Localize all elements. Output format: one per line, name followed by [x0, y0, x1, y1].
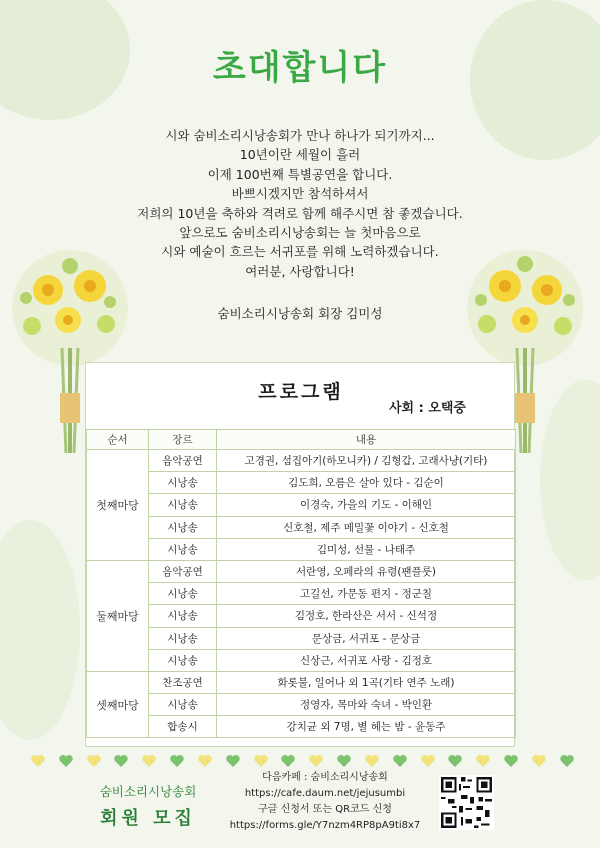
content-cell: 강치균 외 7명, 별 헤는 밤 - 윤동주 — [217, 716, 516, 738]
section-label: 셋째마당 — [87, 671, 149, 738]
column-header-order: 순서 — [87, 430, 149, 450]
content-cell: 신호철, 제주 메밀꽃 이야기 - 신호철 — [217, 516, 516, 538]
content-cell: 화롯불, 일어나 외 1곡(기타 연주 노래) — [217, 671, 516, 693]
content-cell: 김미성, 선물 - 나태주 — [217, 538, 516, 560]
message-line: 이제 100번째 특별공연을 합니다. — [207, 166, 393, 182]
heart-icon — [364, 753, 380, 769]
content-cell: 고길선, 가문동 편지 - 정군칠 — [217, 583, 516, 605]
club-name: 숨비소리시낭송회 — [99, 784, 197, 799]
section-label: 첫째마당 — [87, 450, 149, 561]
program-title: 프로그램 — [258, 381, 344, 403]
message-line: 시와 예술이 흐르는 서귀포를 위해 노력하겠습니다. — [161, 244, 439, 260]
heart-icon — [169, 753, 185, 769]
message-line: 여러분, 사랑합니다! — [245, 263, 355, 279]
cafe-label: 다음카페 : 숨비소리시낭송회 — [262, 772, 388, 783]
table-row — [87, 450, 516, 472]
heart-icon — [475, 753, 491, 769]
table-row — [87, 649, 516, 671]
table-row — [87, 538, 516, 560]
invitation-message — [90, 126, 510, 281]
content-cell: 김도희, 오름은 살아 있다 - 김순이 — [217, 472, 516, 494]
content-cell: 이경숙, 가을의 기도 - 이해인 — [217, 494, 516, 516]
genre-cell: 시낭송 — [149, 538, 217, 560]
content-cell: 김정호, 한라산은 서서 - 신석정 — [217, 605, 516, 627]
heart-icon — [225, 753, 241, 769]
content-cell: 고경권, 섬집아기(하모니카) / 김형갑, 고래사냥(기타) — [217, 450, 516, 472]
section-label: 둘째마당 — [87, 560, 149, 671]
page-title: 초대합니다 — [212, 48, 388, 88]
content-cell: 신상근, 서귀포 사랑 - 김정호 — [217, 649, 516, 671]
content-cell: 서란영, 오페라의 유령(팬플룻) — [217, 560, 516, 582]
host-label: 사회 : 오택중 — [388, 401, 466, 416]
heart-icon — [280, 753, 296, 769]
heart-icon — [30, 753, 46, 769]
heart-decoration-row — [30, 753, 575, 771]
message-line: 저희의 10년을 축하와 격려로 함께 해주시면 참 좋겠습니다. — [137, 205, 463, 221]
column-header-content: 내용 — [217, 430, 516, 450]
genre-cell: 시낭송 — [149, 649, 217, 671]
content-cell: 정영자, 목마와 숙녀 - 박인환 — [217, 694, 516, 716]
signature: 숨비소리시낭송회 회장 김미성 — [217, 306, 383, 321]
table-row — [87, 716, 516, 738]
column-header-genre: 장르 — [149, 430, 217, 450]
table-row — [87, 671, 516, 693]
form-link[interactable]: https://forms.gle/Y7nzm4RP8pA9ti8x7 — [229, 820, 421, 831]
genre-cell: 음악공연 — [149, 450, 217, 472]
table-row — [87, 472, 516, 494]
content-cell: 문상금, 서귀포 - 문상금 — [217, 627, 516, 649]
heart-icon — [503, 753, 519, 769]
heart-icon — [420, 753, 436, 769]
cafe-link[interactable]: https://cafe.daum.net/jejusumbi — [244, 788, 406, 799]
form-label: 구글 신청서 또는 QR코드 신청 — [258, 804, 392, 815]
genre-cell: 찬조공연 — [149, 671, 217, 693]
message-line: 바쁘시겠지만 참석하셔서 — [231, 186, 369, 202]
message-line: 앞으로도 숨비소리시낭송회는 늘 첫마음으로 — [179, 225, 421, 241]
program-table — [86, 429, 516, 738]
genre-cell: 시낭송 — [149, 494, 217, 516]
program-card — [85, 362, 515, 747]
heart-icon — [197, 753, 213, 769]
genre-cell: 합송시 — [149, 716, 217, 738]
table-row — [87, 627, 516, 649]
table-row — [87, 694, 516, 716]
genre-cell: 시낭송 — [149, 694, 217, 716]
member-recruitment — [78, 782, 218, 830]
recruitment-heading: 회원 모집 — [100, 808, 196, 829]
genre-cell: 음악공연 — [149, 560, 217, 582]
heart-icon — [559, 753, 575, 769]
heart-icon — [447, 753, 463, 769]
message-line: 시와 숨비소리시낭송회가 만나 하나가 되기까지... — [165, 128, 435, 143]
heart-icon — [86, 753, 102, 769]
table-row — [87, 560, 516, 582]
table-row — [87, 583, 516, 605]
genre-cell: 시낭송 — [149, 583, 217, 605]
genre-cell: 시낭송 — [149, 627, 217, 649]
genre-cell: 시낭송 — [149, 605, 217, 627]
heart-icon — [253, 753, 269, 769]
heart-icon — [531, 753, 547, 769]
heart-icon — [308, 753, 324, 769]
background-leaf — [0, 520, 80, 740]
contact-links — [200, 770, 450, 834]
message-line: 10년이란 세월이 흘러 — [239, 147, 361, 163]
heart-icon — [141, 753, 157, 769]
table-row — [87, 516, 516, 538]
heart-icon — [336, 753, 352, 769]
table-row — [87, 605, 516, 627]
genre-cell: 시낭송 — [149, 516, 217, 538]
heart-icon — [58, 753, 74, 769]
heart-icon — [392, 753, 408, 769]
table-header-row — [87, 430, 516, 450]
qr-code-icon[interactable] — [439, 775, 494, 830]
genre-cell: 시낭송 — [149, 472, 217, 494]
heart-icon — [113, 753, 129, 769]
table-row — [87, 494, 516, 516]
